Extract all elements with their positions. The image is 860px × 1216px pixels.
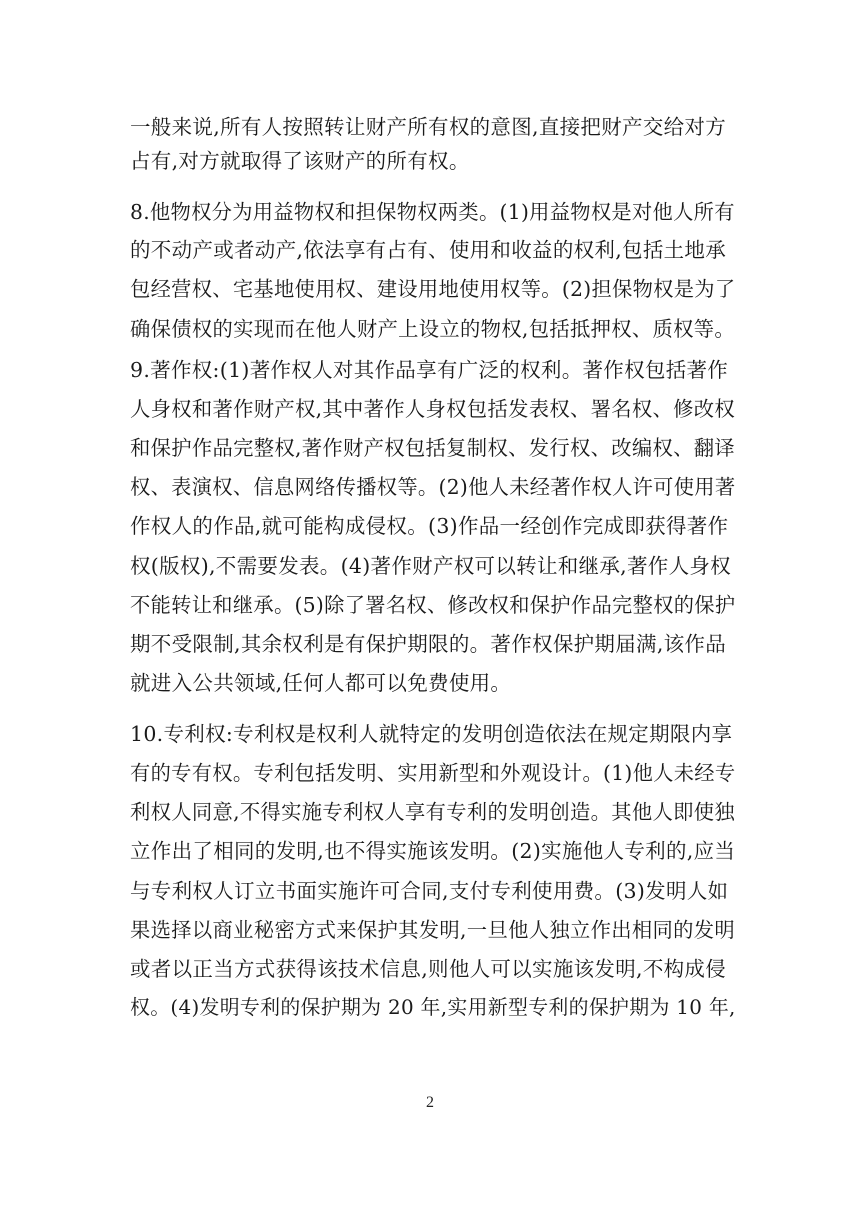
text-line: 立作出了相同的发明,也不得实施该发明。(2)实施他人专利的,应当 [130, 839, 736, 863]
text-line: 与专利权人订立书面实施许可合同,支付专利使用费。(3)发明人如 [130, 879, 729, 903]
text-line: 和保护作品完整权,著作财产权包括复制权、发行权、改编权、翻译 [130, 436, 735, 460]
text-line: 的不动产或者动产,依法享有占有、使用和收益的权利,包括土地承 [130, 238, 727, 262]
page-number: 2 [426, 1094, 434, 1111]
text-line: 或者以正当方式获得该技术信息,则他人可以实施该发明,不构成侵 [130, 957, 727, 981]
text-line: 包经营权、宅基地使用权、建设用地使用权等。(2)担保物权是为了 [130, 277, 736, 301]
text-line: 期不受限制,其余权利是有保护期限的。著作权保护期届满,该作品 [130, 632, 727, 656]
text-line: 9.著作权:(1)著作权人对其作品享有广泛的权利。著作权包括著作 [130, 358, 729, 382]
text-line: 利权人同意,不得实施专利权人享有专利的发明创造。其他人即使独 [130, 800, 735, 824]
text-line: 就进入公共领域,任何人都可以免费使用。 [130, 671, 512, 695]
text-line: 人身权和著作财产权,其中著作人身权包括发表权、署名权、修改权 [130, 397, 735, 421]
text-line: 一般来说,所有人按照转让财产所有权的意图,直接把财产交给对方 [130, 115, 727, 139]
text-line: 果选择以商业秘密方式来保护其发明,一旦他人独立作出相同的发明 [130, 918, 735, 942]
text-line: 作权人的作品,就可能构成侵权。(3)作品一经创作完成即获得著作 [130, 514, 729, 538]
text-line: 权、表演权、信息网络传播权等。(2)他人未经著作权人许可使用著 [130, 475, 736, 499]
text-line: 确保债权的实现而在他人财产上设立的物权,包括抵押权、质权等。 [130, 317, 735, 341]
text-line: 8.他物权分为用益物权和担保物权两类。(1)用益物权是对他人所有 [130, 200, 735, 224]
text-line: 权(版权),不需要发表。(4)著作财产权可以转让和继承,著作人身权 [130, 554, 731, 578]
text-line: 有的专有权。专利包括发明、实用新型和外观设计。(1)他人未经专 [130, 761, 736, 785]
text-line: 权。(4)发明专利的保护期为 20 年,实用新型专利的保护期为 10 年, [130, 996, 736, 1019]
text-line: 10.专利权:专利权是权利人就特定的发明创造依法在规定期限内享 [130, 722, 733, 746]
text-line: 占有,对方就取得了该财产的所有权。 [130, 149, 470, 173]
text-line: 不能转让和继承。(5)除了署名权、修改权和保护作品完整权的保护 [130, 593, 736, 617]
